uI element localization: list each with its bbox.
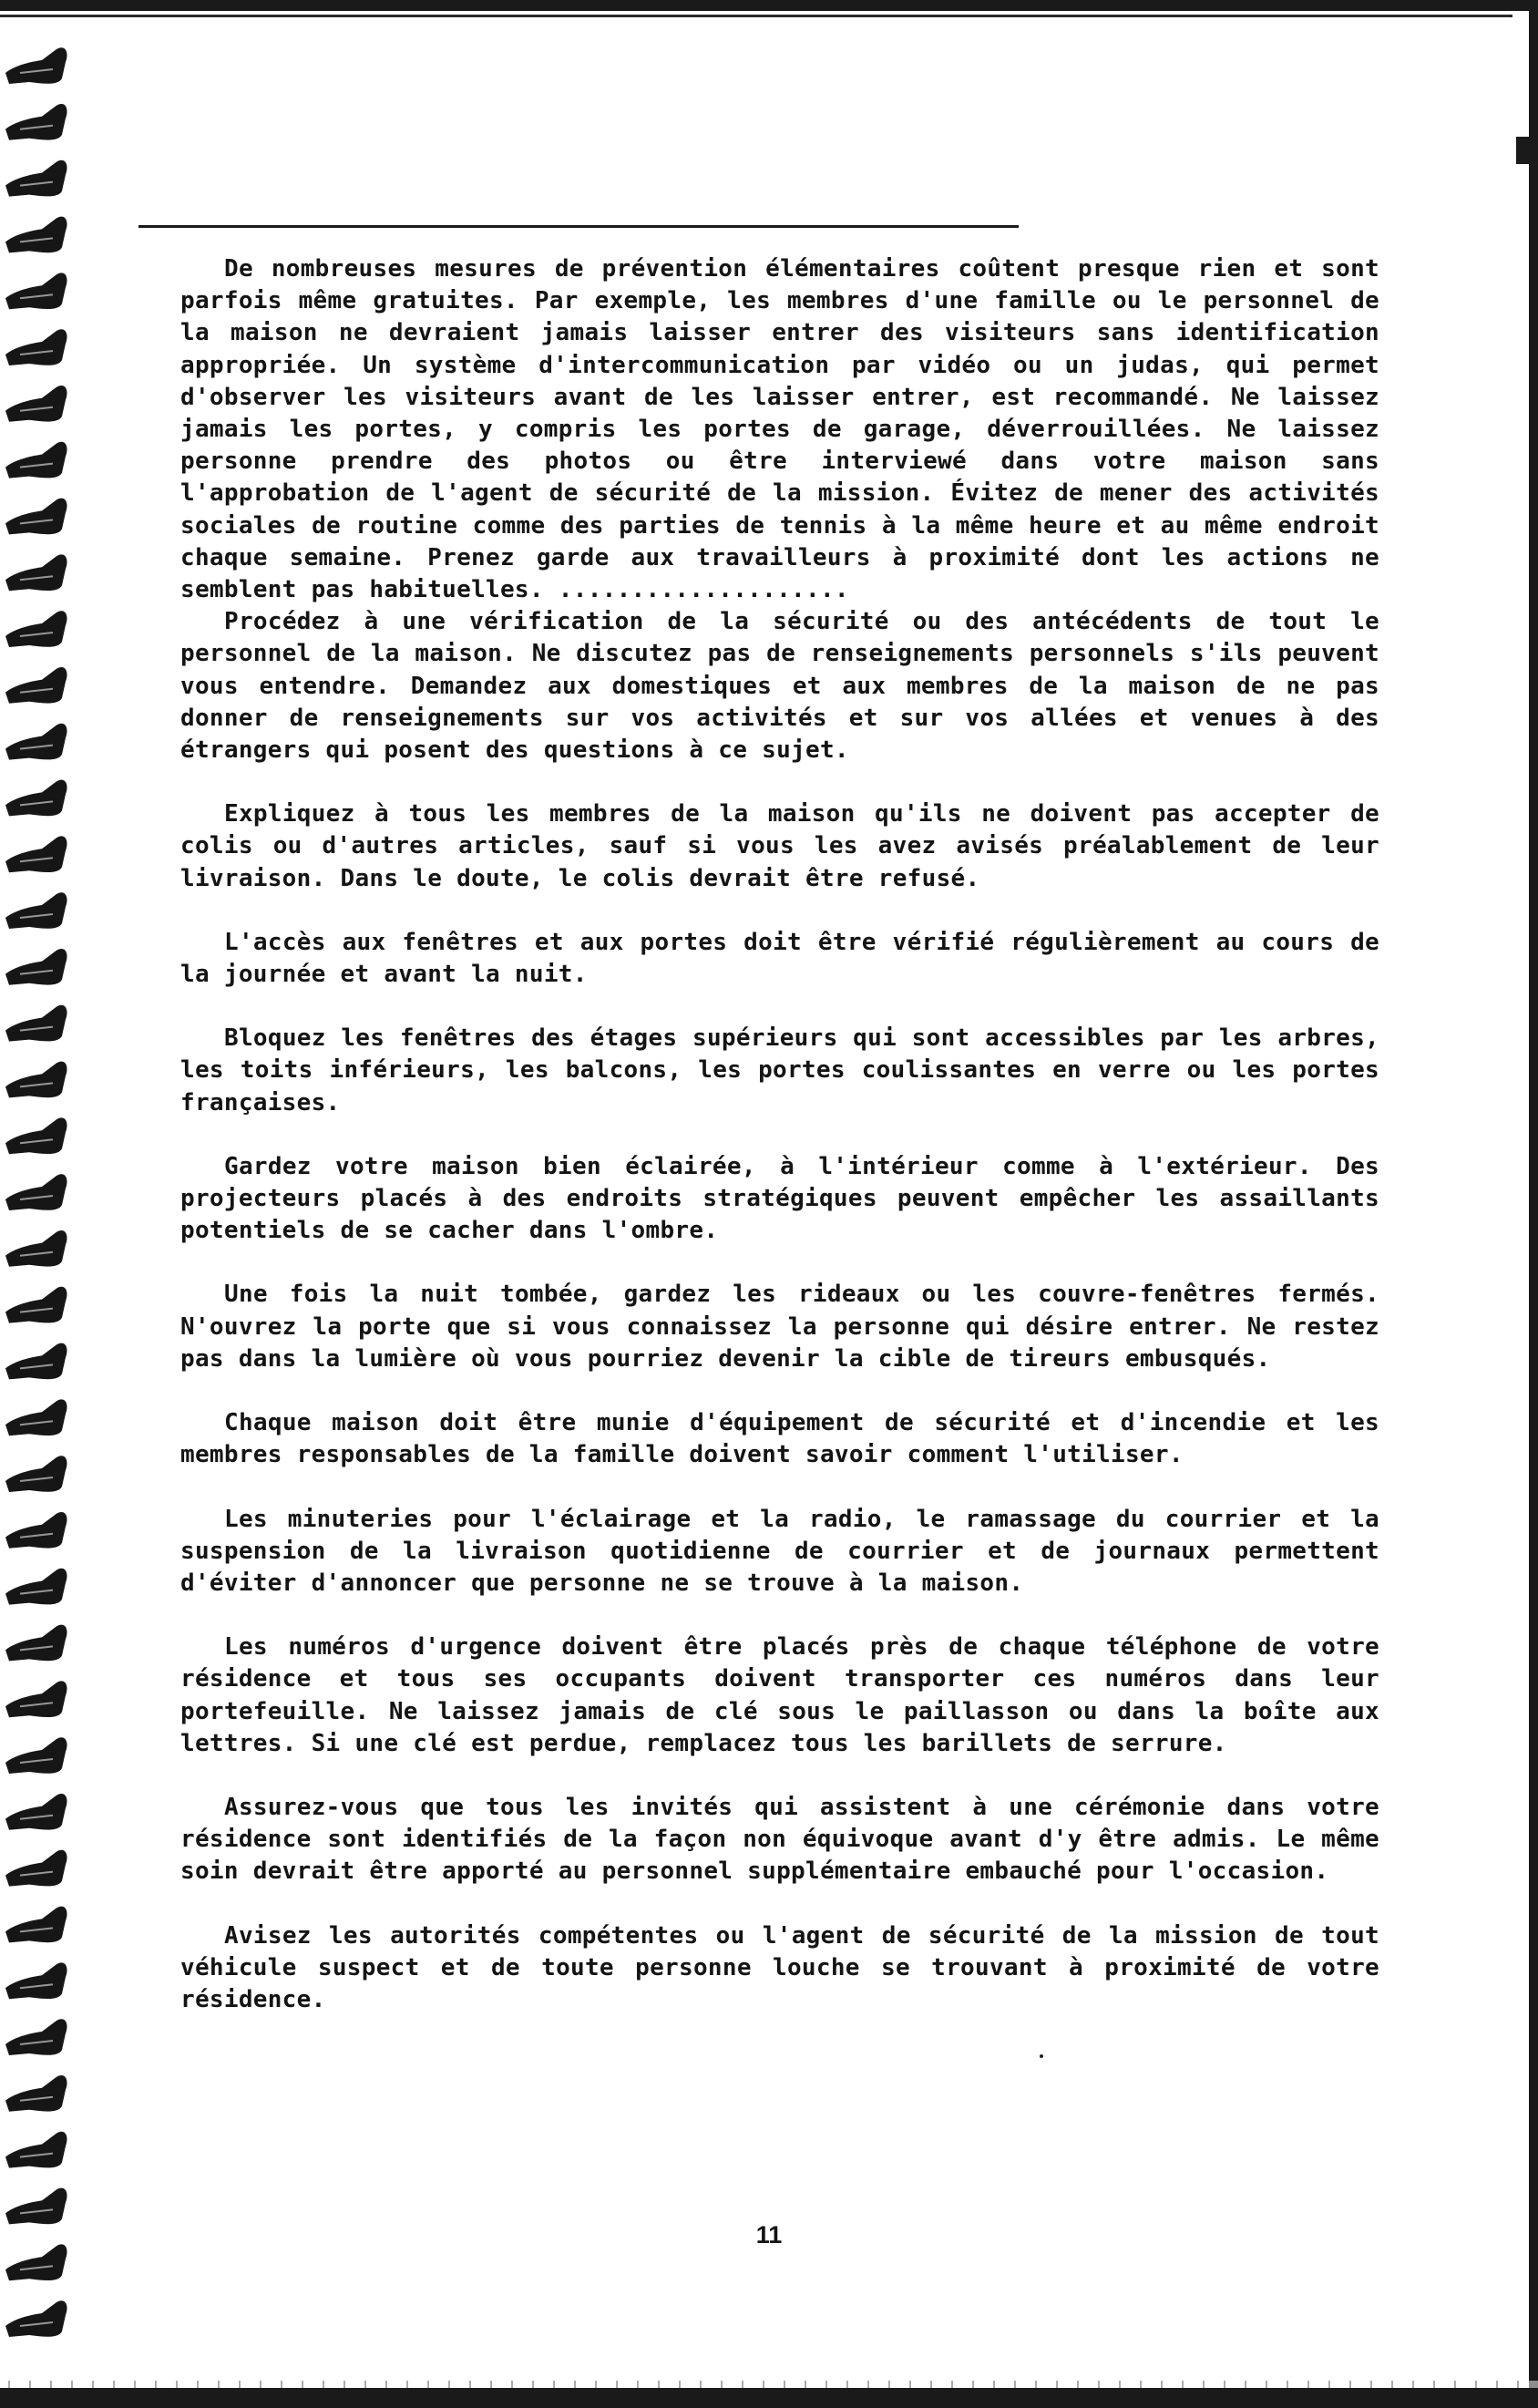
binding-loop [5, 1907, 67, 1943]
binding-loop [5, 1794, 67, 1830]
scan-right-border [1529, 0, 1538, 2408]
binding-loop [5, 47, 67, 84]
binding-loop [5, 836, 67, 872]
binding-loop [5, 2188, 67, 2225]
paragraph-guests: Assurez-vous que tous les invités qui assistent à une cérémonie dans votre résidence sont identifiés de la façon non équivoque avant d'y être admis. Le même soin devrait être apporté au personnel supplémentaire embauché pour l'occasion. [180, 1793, 1379, 1886]
binding-loop [5, 724, 67, 760]
binding-loop [5, 780, 67, 817]
scan-edge-mark [1516, 137, 1529, 164]
binding-loop [5, 1625, 67, 1662]
binding-loop [5, 217, 67, 253]
page-number: 11 [755, 2221, 783, 2248]
binding-loop [5, 160, 67, 197]
scan-dot [1040, 2054, 1043, 2058]
binding-loop [5, 386, 67, 422]
binding-loop [5, 1850, 67, 1887]
binding-loop [5, 667, 67, 704]
paragraph-timers: Les minuteries pour l'éclairage et la radio, le ramassage du courrier et la suspension de la livraison quotidienne de courrier et de journaux permettent d'éviter d'annoncer que personne ne se trouve à la maison. [180, 1505, 1379, 1597]
binding-loop [5, 1681, 67, 1717]
binding-loop [5, 1005, 67, 1042]
binding-loop [5, 1456, 67, 1492]
paragraph-verification: Procédez à une vérification de la sécurité ou des antécédents de tout le personnel de la maison. Ne discutez pas de renseignements personnels s'ils peuvent vous entendre. Demandez aux domestiques et aux membres de la maison de ne pas donner de renseignements sur vos activités et sur vos allées et venues à des étrangers qui posent des questions à ce sujet. [180, 608, 1379, 765]
binding-loop [5, 499, 67, 535]
header-rule [138, 225, 1019, 228]
binding-loop [5, 2132, 67, 2168]
binding-loop [5, 1343, 67, 1380]
binding-loop [5, 1399, 67, 1436]
binding-loop [5, 1287, 67, 1323]
binding-loop [5, 892, 67, 929]
binding-loop [5, 1174, 67, 1210]
binding-loop [5, 2244, 67, 2280]
binding-loop [5, 2019, 67, 2055]
binding-loop [5, 1962, 67, 1999]
binding-loop [5, 442, 67, 479]
binding-loop [5, 329, 67, 365]
paragraph-upper-windows: Bloquez les fenêtres des étages supérieurs qui sont accessibles par les arbres, les toits inférieurs, les balcons, les portes coulissantes en verre ou les portes françaises. [180, 1024, 1379, 1117]
paragraph-night: Une fois la nuit tombée, gardez les rideaux ou les couvre-fenêtres fermés. N'ouvrez la porte que si vous connaissez la personne qui désire entrer. Ne restez pas dans la lumière où vous pourriez devenir la cible de tireurs embusqués. [180, 1281, 1379, 1373]
document-body [180, 253, 1379, 2016]
paragraph-lighting: Gardez votre maison bien éclairée, à l'intérieur comme à l'extérieur. Des projecteurs placés à des endroits stratégiques peuvent empêcher les assaillants potentiels de se cacher dans l'ombre. [180, 1152, 1379, 1245]
binding-loop [5, 611, 67, 647]
binding-loop [5, 1512, 67, 1549]
binding-loop [5, 2300, 67, 2337]
paragraph-prevention: De nombreuses mesures de prévention élémentaires coûtent presque rien et sont parfois même gratuites. Par exemple, les membres d'une famille ou le personnel de la maison ne devraient jamais laisser entrer des visiteurs sans identification appropriée. Un système d'intercommunication par vidéo ou un judas, qui permet d'observer les visiteurs avant de les laisser entrer, est recommandé. Ne laissez jamais les portes, y compris les portes de garage, déverrouillées. Ne laissez personne prendre des photos ou être interviewé dans votre maison sans l'approbation de l'agent de sécurité de la mission. Évitez de mener des activités sociales de routine comme des parties de tennis à la même heure et au même endroit chaque semaine. Prenez garde aux travailleurs à proximité dont les actions ne semblent pas habituelles. .................... [180, 255, 1379, 604]
scan-bottom-noise [0, 2381, 1538, 2388]
scan-top-border [0, 0, 1538, 11]
binding-loop [5, 554, 67, 591]
scan-bottom-border [0, 2388, 1538, 2408]
binding-loop [5, 1569, 67, 1605]
paragraph-emergency-numbers: Les numéros d'urgence doivent être placés près de chaque téléphone de votre résidence et tous ses occupants doivent transporter ces numéros dans leur portefeuille. Ne laissez jamais de clé sous le paillasson ou dans la boîte aux lettres. Si une clé est perdue, remplacez tous les barillets de serrure. [180, 1633, 1379, 1757]
binding-loop [5, 2075, 67, 2112]
binding-loop [5, 1117, 67, 1154]
scan-top-rule [0, 15, 1512, 17]
binding-loop [5, 1062, 67, 1098]
paragraph-equipment: Chaque maison doit être munie d'équipement de sécurité et d'incendie et les membres responsables de la famille doivent savoir comment l'utiliser. [180, 1409, 1379, 1469]
binding-loop [5, 1230, 67, 1267]
binding-loop [5, 949, 67, 985]
binding-loop [5, 104, 67, 140]
paragraph-windows-doors: L'accès aux fenêtres et aux portes doit être vérifié régulièrement au cours de la journée et avant la nuit. [180, 928, 1379, 989]
binding-loop [5, 1737, 67, 1774]
paragraph-parcels: Expliquez à tous les membres de la maison qu'ils ne doivent pas accepter de colis ou d'autres articles, sauf si vous les avez avisés préalablement de leur livraison. Dans le doute, le colis devrait être refusé. [180, 800, 1379, 892]
spiral-binding-icon [2, 36, 75, 2370]
paragraph-suspects: Avisez les autorités compétentes ou l'agent de sécurité de la mission de tout véhicule suspect et de toute personne louche se trouvant à proximité de votre résidence. [180, 1921, 1379, 2013]
binding-loop [5, 273, 67, 309]
